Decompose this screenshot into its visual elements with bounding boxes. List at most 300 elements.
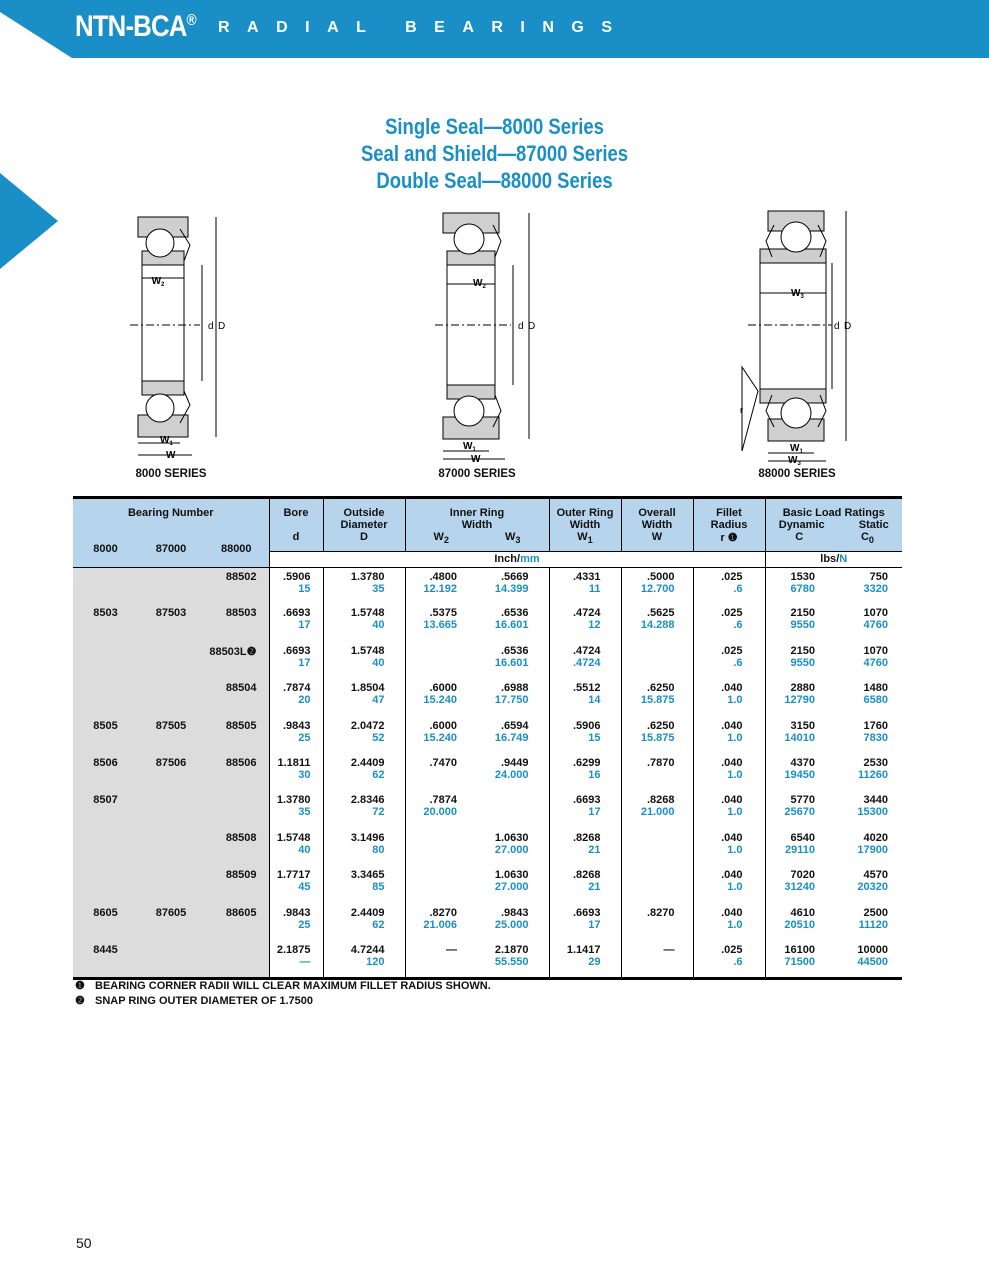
series-titles	[0, 113, 989, 194]
value-mm: .6	[733, 582, 743, 595]
value-inch: 16100	[784, 943, 815, 956]
header-bore: Bore	[269, 498, 323, 532]
value-cell	[693, 866, 765, 903]
value-inch: 4.7244	[350, 943, 385, 956]
value-inch: .6536	[500, 607, 529, 620]
value-inch: 1.3780	[350, 570, 385, 583]
sym-D: D	[323, 531, 405, 551]
value-inch: .8268	[572, 869, 601, 882]
value-inch: .6536	[500, 644, 529, 657]
bearing-number-cell: 8507	[73, 791, 138, 828]
value-cell	[405, 829, 477, 866]
value-mm: 17	[298, 656, 311, 669]
value-mm: 62	[372, 768, 385, 781]
value-mm: 4760	[863, 656, 888, 669]
value-cell	[269, 679, 323, 716]
bearing-number-cell: 88503L❷	[204, 642, 269, 679]
value-inch: .8268	[572, 831, 601, 844]
value-inch: 2.1870	[494, 943, 529, 956]
value-inch: 1.1417	[566, 943, 601, 956]
dim-D-label: D	[528, 321, 536, 332]
value-inch: 2.4409	[350, 756, 385, 769]
value-cell	[549, 679, 621, 716]
value-inch: .6250	[646, 682, 675, 695]
value-inch: .6693	[572, 794, 601, 807]
value-mm: 1.0	[727, 806, 743, 819]
value-cell	[269, 642, 323, 679]
value-mm: 21.006	[423, 918, 457, 931]
title-line: Seal and Shield—87000 Series	[360, 141, 629, 166]
value-mm: .6	[733, 619, 743, 632]
bearing-number-cell: 88506	[204, 754, 269, 791]
value-cell	[621, 754, 693, 791]
value-cell	[693, 604, 765, 641]
value-inch: .6693	[282, 607, 311, 620]
value-mm: 12	[588, 619, 601, 632]
value-mm: 20320	[857, 881, 888, 894]
sym-C: C	[765, 531, 833, 551]
value-inch: 1.3780	[276, 794, 311, 807]
value-cell	[693, 754, 765, 791]
value-mm: 1.0	[727, 843, 743, 856]
dim-w1-label: $W_1$	[160, 435, 173, 447]
value-mm: 85	[372, 881, 385, 894]
value-inch: 1.0630	[494, 869, 529, 882]
value-inch: 4020	[863, 831, 888, 844]
bearing-number-cell	[138, 791, 204, 828]
sym-C0: $C_0$	[833, 531, 902, 551]
value-mm: 29110	[785, 843, 815, 856]
value-cell	[765, 567, 833, 604]
value-inch: 1070	[863, 644, 888, 657]
bearing-number-cell: 87605	[138, 904, 204, 941]
value-inch: .5000	[646, 570, 675, 583]
value-inch: .040	[721, 682, 743, 695]
value-cell	[549, 567, 621, 604]
value-inch: .040	[721, 719, 743, 732]
value-inch: .040	[721, 906, 743, 919]
value-cell	[693, 791, 765, 828]
value-inch: 2.4409	[350, 906, 385, 919]
value-cell	[323, 754, 405, 791]
value-inch: 4610	[790, 906, 815, 919]
value-cell	[621, 642, 693, 679]
bearing-diagram-8000	[120, 205, 240, 465]
bearing-number-cell: 88503	[204, 604, 269, 641]
bearing-number-cell	[138, 941, 204, 978]
value-inch: .6693	[572, 906, 601, 919]
value-mm: 12.192	[423, 582, 457, 595]
value-cell	[765, 642, 833, 679]
value-cell	[323, 941, 405, 978]
value-cell	[621, 904, 693, 941]
value-mm: 15.240	[423, 694, 457, 707]
value-mm: 30	[298, 768, 311, 781]
bearing-number-cell	[138, 866, 204, 903]
value-cell	[833, 642, 902, 679]
value-inch: 1.0630	[494, 831, 529, 844]
value-cell	[405, 941, 477, 978]
value-cell	[765, 829, 833, 866]
value-mm: 1.0	[727, 768, 743, 781]
value-inch: 2530	[863, 756, 888, 769]
value-mm: 20510	[784, 918, 815, 931]
bearing-number-cell	[73, 642, 138, 679]
value-cell	[477, 866, 549, 903]
value-inch: .040	[721, 794, 743, 807]
header-inner-ring: Inner Ring Width	[405, 498, 549, 532]
value-cell	[833, 866, 902, 903]
value-inch: .4800	[429, 570, 457, 583]
value-inch: .040	[721, 869, 743, 882]
bearing-number-cell: 88505	[204, 717, 269, 754]
value-mm: 55.550	[494, 955, 529, 968]
value-cell	[765, 791, 833, 828]
value-mm: 17	[298, 619, 311, 632]
value-mm: 11	[588, 582, 601, 595]
bearing-number-cell: 8445	[73, 941, 138, 978]
value-inch: 1530	[790, 570, 815, 583]
value-inch: .7870	[646, 756, 675, 769]
value-mm: 52	[372, 731, 385, 744]
value-mm: 45	[298, 881, 311, 894]
header-87000: 87000	[138, 531, 204, 567]
value-mm: 16.749	[494, 731, 529, 744]
value-cell	[621, 604, 693, 641]
dim-w-label: W	[166, 450, 176, 461]
value-mm: 80	[372, 843, 385, 856]
bearing-number-cell: 8506	[73, 754, 138, 791]
footnotes	[75, 979, 491, 1009]
value-inch: .6250	[646, 719, 675, 732]
value-cell	[405, 642, 477, 679]
bearing-number-cell	[73, 567, 138, 604]
value-mm: 15.240	[423, 731, 457, 744]
value-mm: 20	[298, 694, 311, 707]
value-cell	[269, 604, 323, 641]
dim-w2-label: $W_2$	[473, 278, 486, 290]
bearing-number-cell	[73, 829, 138, 866]
sym-d: d	[269, 531, 323, 551]
value-inch: 1480	[863, 682, 888, 695]
value-inch: .7470	[429, 756, 457, 769]
table-row	[73, 941, 902, 978]
value-cell	[405, 904, 477, 941]
page-number: 50	[76, 1235, 92, 1251]
value-cell	[833, 604, 902, 641]
value-mm: 25	[298, 731, 311, 744]
value-mm: 14010	[784, 731, 815, 744]
value-cell	[833, 941, 902, 978]
value-cell	[765, 679, 833, 716]
value-mm: 16	[588, 768, 601, 781]
value-mm: 1.0	[727, 918, 743, 931]
value-mm: —	[299, 955, 311, 968]
dim-w1-label: $W_1$	[463, 441, 476, 453]
value-cell	[323, 904, 405, 941]
value-inch: 1.7717	[276, 869, 311, 882]
value-inch: 4370	[790, 756, 815, 769]
bearing-number-cell	[138, 567, 204, 604]
dim-D-label: D	[844, 321, 852, 332]
dim-w1-label: $W_1$	[790, 443, 803, 455]
value-mm: 21	[588, 881, 601, 894]
table-row	[73, 642, 902, 679]
value-cell	[765, 866, 833, 903]
sym-W2: $W_2$	[405, 531, 477, 551]
value-cell	[269, 717, 323, 754]
value-cell	[549, 717, 621, 754]
value-inch: 3.1496	[350, 831, 385, 844]
value-mm: 35	[298, 806, 311, 819]
value-inch: 6540	[790, 831, 815, 844]
value-inch: .025	[721, 943, 743, 956]
header-bearing-number: Bearing Number	[73, 498, 269, 532]
value-mm: 11120	[858, 918, 888, 931]
value-mm: 15.875	[640, 694, 675, 707]
value-inch: .8270	[646, 906, 675, 919]
value-cell	[323, 567, 405, 604]
bearing-number-cell	[73, 866, 138, 903]
value-cell	[477, 642, 549, 679]
value-inch: 1760	[863, 719, 888, 732]
sym-W3: $W_3$	[477, 531, 549, 551]
value-cell	[549, 604, 621, 641]
value-inch: 7020	[790, 869, 815, 882]
value-cell	[269, 866, 323, 903]
value-cell	[405, 754, 477, 791]
value-mm: 17900	[857, 843, 888, 856]
header-88000: 88000	[204, 531, 269, 567]
value-inch: .025	[721, 644, 743, 657]
bearing-number-cell: 88504	[204, 679, 269, 716]
value-cell	[405, 866, 477, 903]
value-mm: 62	[372, 918, 385, 931]
value-mm: 29	[588, 955, 601, 968]
value-cell	[269, 829, 323, 866]
value-cell	[323, 642, 405, 679]
value-cell	[323, 791, 405, 828]
value-inch: .5669	[500, 570, 529, 583]
value-cell	[269, 567, 323, 604]
bearing-number-cell	[204, 941, 269, 978]
value-inch: 2500	[863, 906, 888, 919]
value-mm: 15	[298, 582, 311, 595]
value-mm: 21.000	[640, 806, 675, 819]
dim-w3-bottom-label: $W_3$	[788, 455, 801, 465]
unit-lbs-n: lbs/N	[765, 551, 902, 567]
page-header	[0, 0, 989, 58]
value-inch: 1.5748	[350, 644, 385, 657]
value-inch: .040	[721, 831, 743, 844]
value-cell	[693, 941, 765, 978]
value-inch: 2150	[790, 607, 815, 620]
value-inch: .6000	[429, 682, 457, 695]
value-cell	[549, 829, 621, 866]
bearing-diagram-87000	[425, 205, 555, 465]
value-inch: 4570	[863, 869, 888, 882]
dim-d-label: d	[518, 321, 524, 332]
bearing-number-cell: 88605	[204, 904, 269, 941]
bearing-spec-table	[73, 496, 902, 980]
value-inch: 3440	[863, 794, 888, 807]
table-row	[73, 866, 902, 903]
table-row	[73, 604, 902, 641]
table-row	[73, 791, 902, 828]
value-mm: 13.665	[423, 619, 457, 632]
table-row	[73, 717, 902, 754]
value-cell	[765, 941, 833, 978]
value-cell	[269, 904, 323, 941]
value-cell	[323, 829, 405, 866]
value-inch: .4331	[572, 570, 601, 583]
bearing-number-cell: 88508	[204, 829, 269, 866]
value-cell	[765, 717, 833, 754]
value-cell	[323, 604, 405, 641]
value-cell	[621, 679, 693, 716]
value-inch: .6299	[572, 756, 601, 769]
value-cell	[549, 941, 621, 978]
value-cell	[621, 866, 693, 903]
value-cell	[765, 604, 833, 641]
bearing-number-cell: 8605	[73, 904, 138, 941]
value-inch: —	[446, 943, 457, 956]
value-mm: 35	[372, 582, 385, 595]
header-8000: 8000	[73, 531, 138, 567]
value-mm: 4760	[863, 619, 888, 632]
value-inch: .6000	[429, 719, 457, 732]
value-inch: .7874	[429, 794, 457, 807]
bearing-number-cell	[138, 679, 204, 716]
value-mm: 40	[372, 619, 385, 632]
value-mm: 11260	[858, 768, 888, 781]
value-cell	[693, 679, 765, 716]
dim-w2-label: $W_2$	[151, 276, 165, 288]
value-mm: 24.000	[494, 768, 529, 781]
value-inch: .5906	[572, 719, 601, 732]
value-mm: 15	[588, 731, 601, 744]
value-mm: 72	[372, 806, 385, 819]
table-row	[73, 679, 902, 716]
value-inch: 2.8346	[350, 794, 385, 807]
bearing-number-cell: 87503	[138, 604, 204, 641]
value-cell	[477, 717, 549, 754]
value-inch: 2.1875	[276, 943, 311, 956]
value-inch: .5375	[429, 607, 457, 620]
header-outer-ring: Outer Ring Width	[549, 498, 621, 532]
value-mm: 3320	[863, 582, 888, 595]
diagram-caption: 88000 SERIES	[758, 468, 836, 480]
footnote: ❶ BEARING CORNER RADII WILL CLEAR MAXIMUM FILLET RADIUS SHOWN.	[75, 980, 491, 992]
value-mm: 31240	[784, 881, 815, 894]
value-inch: 3150	[790, 719, 815, 732]
value-cell	[477, 791, 549, 828]
value-cell	[323, 679, 405, 716]
value-cell	[477, 754, 549, 791]
value-mm: 14	[588, 694, 601, 707]
header-overall: Overall Width	[621, 498, 693, 532]
value-mm: 16.601	[494, 619, 529, 632]
value-cell	[477, 679, 549, 716]
value-inch: 2880	[790, 682, 815, 695]
value-inch: —	[663, 943, 675, 956]
value-cell	[549, 754, 621, 791]
value-cell	[323, 866, 405, 903]
value-cell	[549, 904, 621, 941]
value-inch: 1070	[863, 607, 888, 620]
value-mm: 16.601	[494, 656, 529, 669]
dim-w3-label: $W_3$	[791, 288, 804, 300]
value-cell	[405, 717, 477, 754]
dim-D-label: D	[218, 321, 226, 332]
value-cell	[269, 791, 323, 828]
value-mm: 20.000	[423, 806, 457, 819]
title-line: Single Seal—8000 Series	[385, 114, 604, 139]
value-cell	[477, 941, 549, 978]
value-cell	[765, 754, 833, 791]
bearing-number-cell: 8505	[73, 717, 138, 754]
bearing-number-cell: 88509	[204, 866, 269, 903]
value-cell	[323, 717, 405, 754]
diagram-caption: 8000 SERIES	[135, 468, 207, 480]
value-inch: .9843	[282, 719, 311, 732]
value-mm: 40	[298, 843, 311, 856]
bearing-number-cell: 8503	[73, 604, 138, 641]
value-inch: 1.5748	[276, 831, 311, 844]
value-cell	[477, 604, 549, 641]
value-mm: 14.288	[640, 619, 675, 632]
value-mm: 25	[298, 918, 311, 931]
value-mm: 9550	[790, 656, 815, 669]
dim-d-label: d	[834, 321, 840, 332]
value-mm: 44500	[857, 955, 888, 968]
bearing-number-cell	[138, 829, 204, 866]
value-mm: 1.0	[727, 694, 743, 707]
value-inch: 1.5748	[350, 607, 385, 620]
value-inch: .6594	[500, 719, 529, 732]
value-cell	[549, 642, 621, 679]
value-cell	[765, 904, 833, 941]
value-cell	[405, 604, 477, 641]
value-inch: .7874	[282, 682, 311, 695]
bearing-number-cell	[204, 791, 269, 828]
value-cell	[621, 717, 693, 754]
bearing-number-cell	[73, 679, 138, 716]
value-mm: 15.875	[640, 731, 675, 744]
value-cell	[549, 791, 621, 828]
value-cell	[405, 791, 477, 828]
value-inch: .9843	[282, 906, 311, 919]
value-cell	[477, 567, 549, 604]
value-mm: 9550	[790, 619, 815, 632]
brand-logo: NTN-BCA®	[75, 10, 196, 43]
value-inch: 750	[869, 570, 888, 583]
value-mm: 71500	[784, 955, 815, 968]
value-mm: 40	[372, 656, 385, 669]
value-mm: 15300	[857, 806, 888, 819]
value-inch: 2150	[790, 644, 815, 657]
value-mm: 14.399	[494, 582, 529, 595]
value-mm: 19450	[784, 768, 815, 781]
value-mm: 1.0	[727, 731, 743, 744]
value-inch: 2.0472	[350, 719, 385, 732]
dim-w-label: W	[471, 454, 481, 465]
value-inch: 1.1811	[277, 756, 311, 769]
value-cell	[621, 829, 693, 866]
sym-W: W	[621, 531, 693, 551]
value-inch: .9843	[500, 906, 529, 919]
value-mm: 17	[588, 918, 601, 931]
